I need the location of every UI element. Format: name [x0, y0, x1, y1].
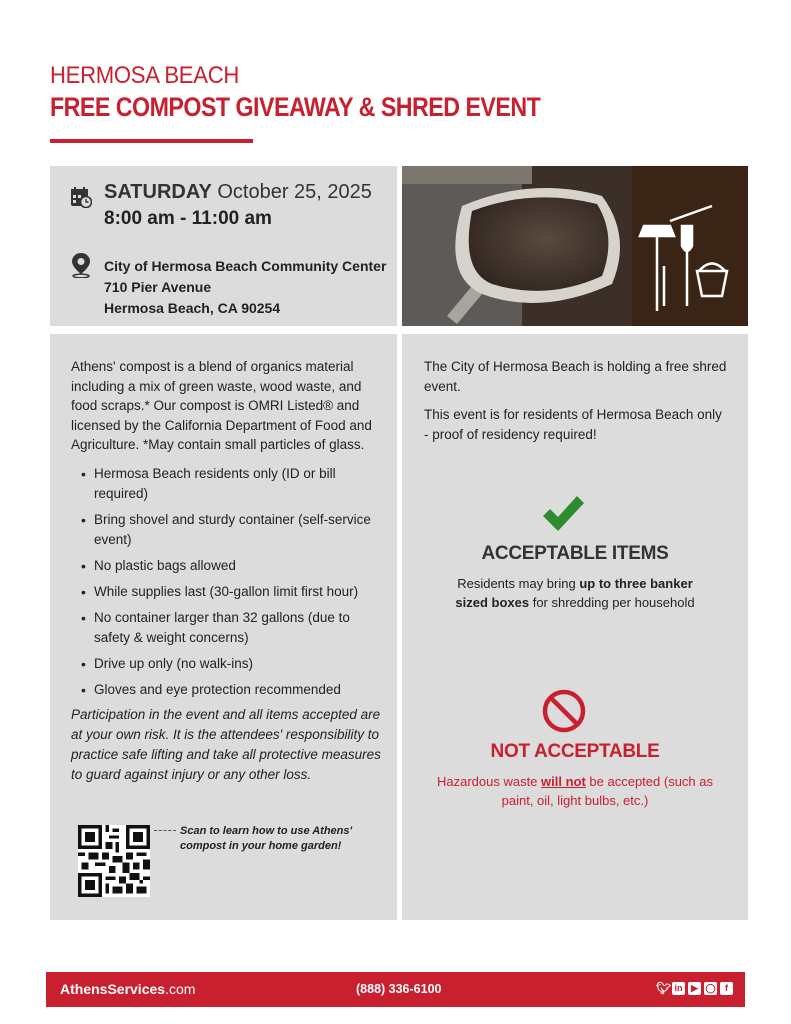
list-item: • Gloves and eye protection recommended — [81, 680, 381, 700]
header-divider — [50, 139, 253, 143]
not-acceptable-text: Hazardous waste will not be accepted (such as paint, oil, light bulbs, etc.) — [436, 774, 714, 808]
compost-shovel-photo — [402, 166, 748, 326]
compost-rules-list — [81, 464, 381, 706]
twitter-icon[interactable]: 🐦︎ — [656, 981, 672, 995]
page-title: FREE COMPOST GIVEAWAY & SHRED EVENT — [50, 92, 541, 122]
participation-disclaimer: Participation in the event and all items accepted are at your own risk. It is the attendees' responsibility to practice safe lifting and take all protective measures to guard against injury or any other loss. — [71, 707, 381, 782]
acceptable-items-text: Residents may bring up to three banker sized boxes for shredding per household — [455, 576, 695, 610]
social-links — [656, 982, 733, 995]
qr-connector-line — [154, 830, 176, 831]
compost-description: Athens' compost is a blend of organics material including a mix of green waste, wood waste, and food scraps.* Our compost is OMRI Listed® and licensed by the California Department of Food and Agriculture. *May contain small particles of glass. — [71, 359, 372, 452]
footer-phone[interactable]: (888) 336-6100 — [356, 982, 442, 996]
list-item: • No plastic bags allowed — [81, 556, 381, 576]
footer-bar — [46, 972, 745, 1007]
list-item: • While supplies last (30-gallon limit first hour) — [81, 582, 381, 602]
event-venue — [104, 256, 386, 319]
qr-code[interactable] — [78, 825, 150, 897]
footer-brand-name: AthensServices — [60, 981, 166, 997]
shred-intro: The City of Hermosa Beach is holding a free shred event. — [424, 359, 727, 394]
qr-caption: Scan to learn how to use Athens' compost in your home garden! — [180, 825, 353, 852]
footer-brand-suffix: .com — [165, 981, 196, 997]
compost-photo-illustration — [402, 166, 748, 326]
shred-residency-note: This event is for residents of Hermosa Beach only - proof of residency required! — [424, 407, 722, 442]
location-pin-icon — [70, 252, 92, 278]
acceptable-items-heading: ACCEPTABLE ITEMS — [481, 543, 669, 564]
event-time: 8:00 am - 11:00 am — [104, 208, 272, 229]
list-item: • Hermosa Beach residents only (ID or bill required) — [81, 464, 381, 504]
prohibited-icon — [541, 688, 587, 734]
acceptable-items-limit: up to three banker sized boxes — [455, 576, 693, 610]
calendar-icon — [70, 186, 92, 208]
not-acceptable-heading: NOT ACCEPTABLE — [490, 741, 660, 762]
venue-address-line1: 710 Pier Avenue — [104, 279, 212, 295]
venue-name: City of Hermosa Beach Community Center — [104, 258, 387, 274]
footer-website-link[interactable] — [60, 981, 195, 997]
venue-address-line2: Hermosa Beach, CA 90254 — [104, 300, 281, 316]
event-day: SATURDAY — [104, 181, 212, 203]
youtube-icon[interactable]: ▶ — [688, 982, 701, 995]
facebook-icon[interactable]: f — [720, 982, 733, 995]
list-item: • Bring shovel and sturdy container (self-service event) — [81, 510, 381, 550]
list-item: • Drive up only (no walk-ins) — [81, 654, 381, 674]
event-date-value: October 25, 2025 — [217, 181, 372, 203]
linkedin-icon[interactable]: in — [672, 982, 685, 995]
list-item: • No container larger than 32 gallons (due to safety & weight concerns) — [81, 608, 381, 648]
not-acceptable-emphasis: will not — [541, 774, 586, 789]
checkmark-icon — [540, 494, 586, 534]
header-city: HERMOSA BEACH — [50, 62, 240, 89]
instagram-icon[interactable]: ◯ — [705, 983, 716, 993]
event-date — [104, 181, 372, 204]
